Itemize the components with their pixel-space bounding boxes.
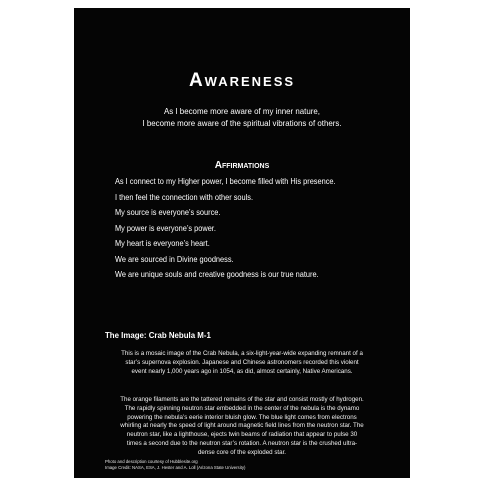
image-description-paragraph: The orange filaments are the tattered remains of the star and consist mostly of hydrogen. The rapidly spinning neutron star embedded in the center of the nebula is the dynamo powering the nebula’s eerie interior bluish glow. The blue light comes from electrons whirling at nearly the speed of light around magnetic field lines from the neutron star. The neutron star, like a lighthouse, ejects twin beams of radiation that appear to pulse 30 times a second due to the neutron star’s rotation. A neutron star is the crushed ultra-dense core of the exploded star.	[120, 396, 364, 456]
image-description-paragraph: This is a mosaic image of the Crab Nebula, a six-light-year-wide expanding remnant of a star’s supernova explosion. Japanese and Chinese astronomers recorded this violent event nearly 1,000 years ago in 1054, as did, almost certainly, Native Americans.	[121, 350, 363, 375]
credit-line: Photo and description courtesy of Hubblesite.org	[105, 459, 198, 464]
credit-line: Image Credit: NASA, ESA, J. Hester and A. Loll (Arizona State University)	[105, 465, 246, 470]
subtitle-line: As I become more aware of my inner nature,	[163, 106, 320, 116]
affirmation-item: My source is everyone’s source.	[115, 207, 221, 217]
affirmation-item: My heart is everyone’s heart.	[115, 238, 210, 248]
affirmation-item: We are unique souls and creative goodness is our true nature.	[115, 269, 319, 279]
affirmation-item: I then feel the connection with other souls.	[115, 191, 254, 202]
image-section-heading: The Image: Crab Nebula M-1	[105, 330, 211, 340]
affirmations-heading: Affirmations	[214, 160, 270, 171]
affirmation-item: We are sourced in Divine goodness.	[115, 253, 234, 264]
affirmation-item: My power is everyone’s power.	[115, 222, 216, 233]
page-subtitle	[87, 105, 396, 129]
page-title: Awareness	[188, 70, 296, 91]
affirmations-list	[115, 174, 336, 283]
image-credits	[105, 459, 245, 471]
affirmation-item: As I connect to my Higher power, I become filled with His presence.	[115, 176, 336, 186]
subtitle-line: I become more aware of the spiritual vibrations of others.	[142, 118, 342, 128]
book-page	[74, 8, 410, 478]
